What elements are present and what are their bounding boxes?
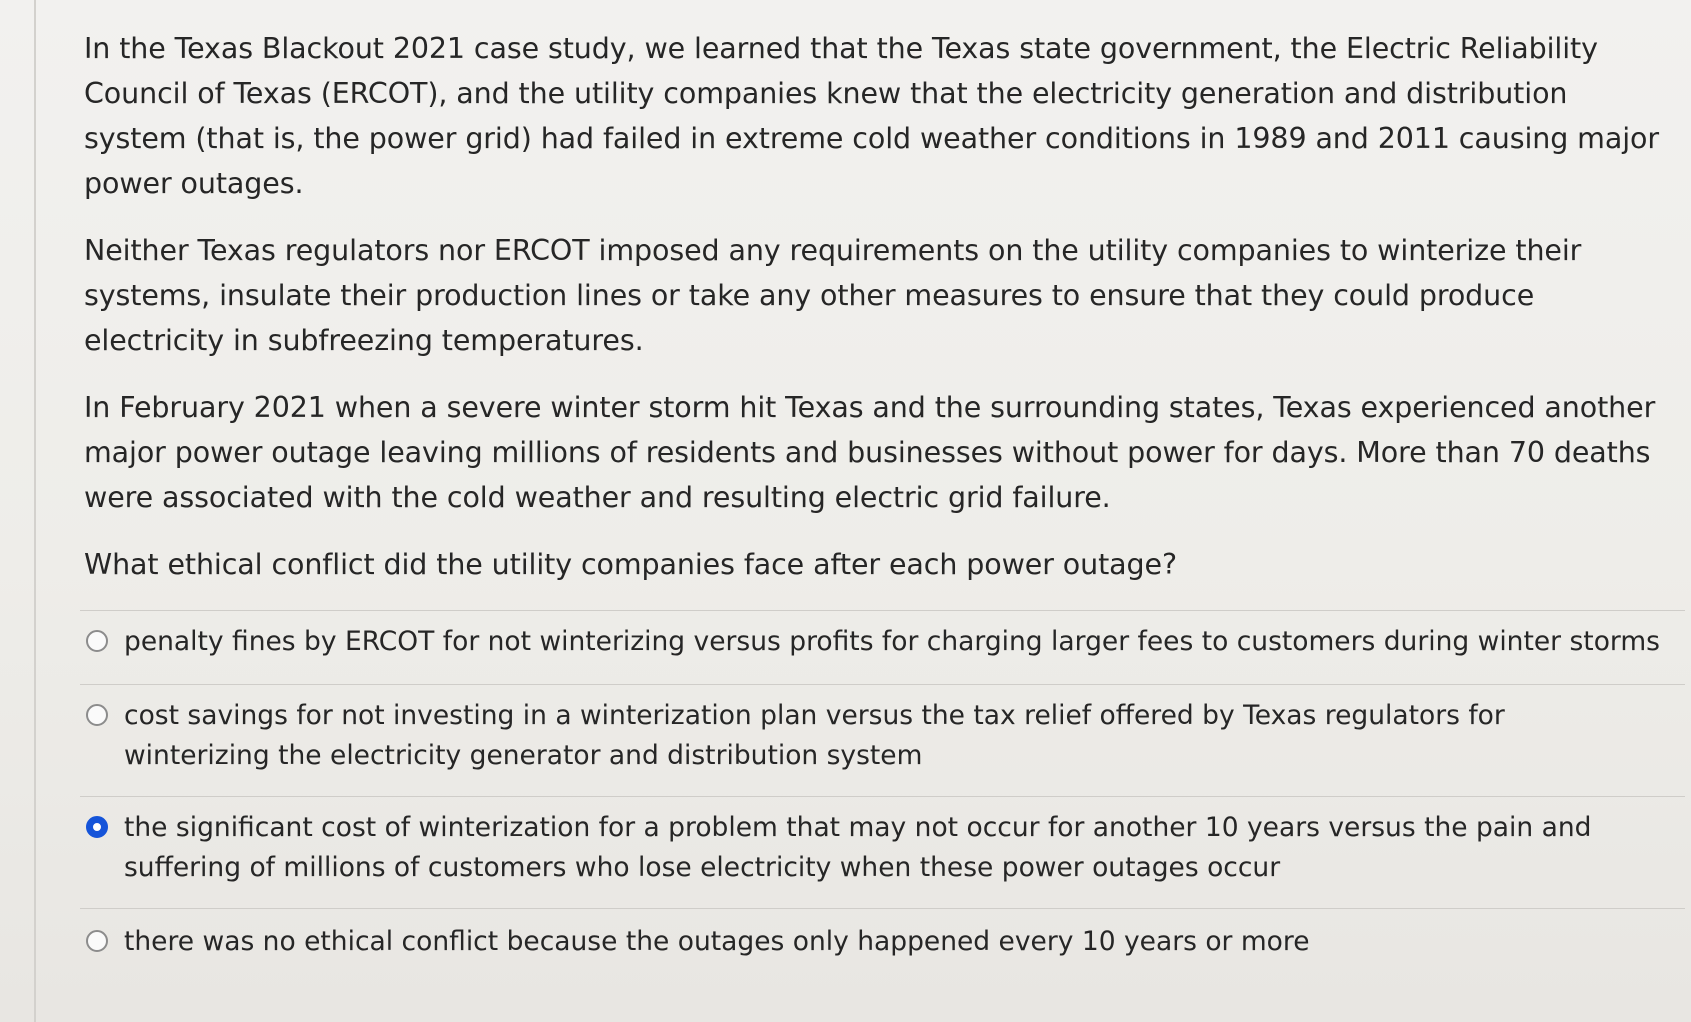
question-paragraph-2: Neither Texas regulators nor ERCOT imposed any requirements on the utility companies to winterize their systems, insulate their production lines or take any other measures to ensure that they could produce electricity in subfreezing temperatures.	[84, 234, 1582, 357]
question-prompt: What ethical conflict did the utility companies face after each power outage?	[84, 548, 1177, 581]
answer-divider	[80, 684, 1685, 685]
answer-option-2[interactable]	[84, 696, 1654, 776]
question-paragraph-1: In the Texas Blackout 2021 case study, we learned that the Texas state government, the Electric Reliability Council of Texas (ERCOT), and the utility companies knew that the electricity generation and distribution system (that is, the power grid) had failed in extreme cold weather conditions in 1989 and 2011 causing major power outages.	[84, 32, 1659, 200]
answer-option-3[interactable]	[84, 808, 1654, 888]
answer-option-1[interactable]	[84, 622, 1660, 662]
question-paragraph-3: In February 2021 when a severe winter storm hit Texas and the surrounding states, Texas experienced another major power outage leaving millions of residents and businesses without power for days. More than 70 deaths were associated with the cold weather and resulting electric grid failure.	[84, 391, 1656, 514]
answer-divider	[80, 908, 1685, 909]
answer-option-label: cost savings for not investing in a winterization plan versus the tax relief offered by Texas regulators for winterizing the electricity generator and distribution system	[124, 700, 1505, 771]
question-stem	[84, 26, 1674, 609]
radio-button-unchecked-icon[interactable]	[86, 704, 108, 726]
radio-button-checked-icon[interactable]	[86, 816, 108, 838]
answer-divider	[80, 610, 1685, 611]
radio-button-unchecked-icon[interactable]	[86, 930, 108, 952]
content-border	[34, 0, 36, 1022]
answer-option-4[interactable]	[84, 922, 1310, 962]
answer-divider	[80, 796, 1685, 797]
answer-option-label: there was no ethical conflict because the outages only happened every 10 years or more	[124, 926, 1310, 957]
answer-option-label: the significant cost of winterization for a problem that may not occur for another 10 years versus the pain and suffering of millions of customers who lose electricity when these power outages occur	[124, 812, 1592, 883]
radio-button-unchecked-icon[interactable]	[86, 630, 108, 652]
answer-option-label: penalty fines by ERCOT for not winterizing versus profits for charging larger fees to customers during winter storms	[124, 626, 1660, 657]
